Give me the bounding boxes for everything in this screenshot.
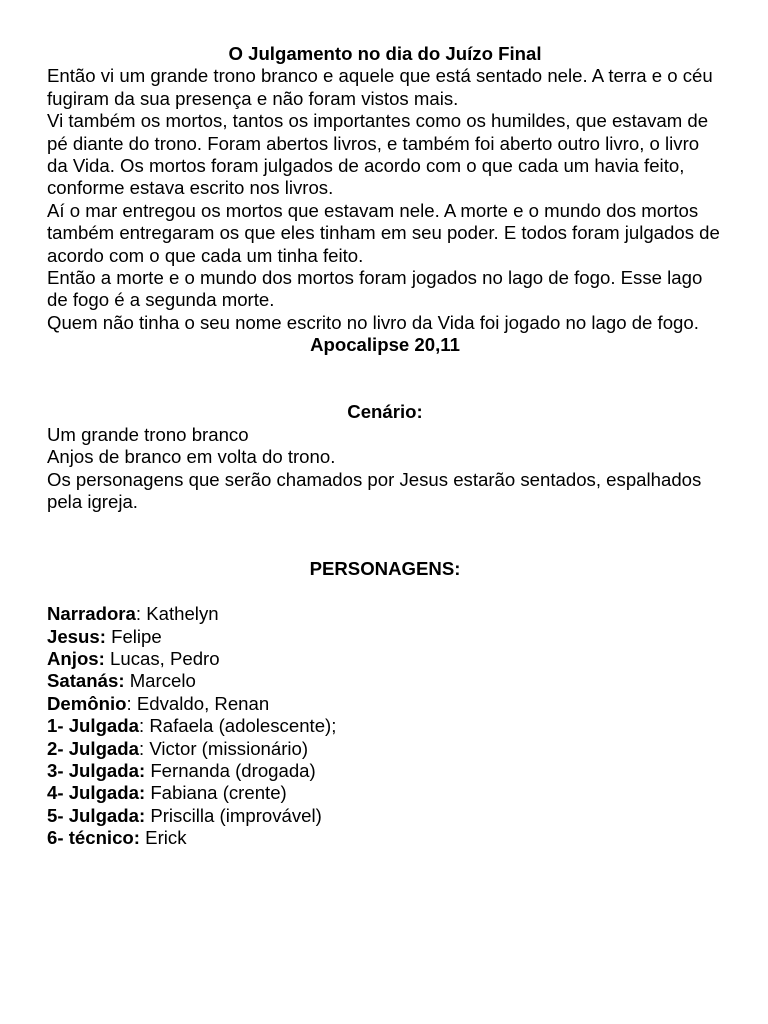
passage-paragraph-2: Vi também os mortos, tantos os importantes como os humildes, que estavam de pé diante do trono. Foram abertos livros, e também foi aberto outro livro, o livro da Vida. Os mortos foram julgados de acordo com o que cada um havia feito, conforme estava escrito nos livros. xyxy=(47,110,709,199)
character-separator: : xyxy=(126,692,137,714)
passage-paragraph-3: Aí o mar entregou os mortos que estavam nele. A morte e o mundo dos mortos também entregaram os que eles tinham em seu poder. E todos foram julgados de acordo com o que cada um tinha feito. xyxy=(47,199,720,266)
character-role: 5- Julgada: xyxy=(47,804,146,826)
spacer xyxy=(47,581,723,603)
characters-list xyxy=(47,603,723,849)
character-row xyxy=(47,603,723,625)
passage-paragraph-4: Então a morte e o mundo dos mortos foram jogados no lago de fogo. Esse lago de fogo é a segunda morte. xyxy=(47,267,703,311)
bible-reference: Apocalipse 20,11 xyxy=(310,334,460,356)
character-name: Erick xyxy=(145,827,187,849)
character-name: Rafaela (adolescente); xyxy=(149,715,337,737)
character-name: Priscilla (improvável) xyxy=(150,804,322,826)
scenario-line-1: Um grande trono branco xyxy=(47,423,249,445)
character-separator: : xyxy=(138,737,150,759)
character-separator: : xyxy=(138,715,150,737)
passage-paragraph-5: Quem não tinha o seu nome escrito no livro da Vida foi jogado no lago de fogo. xyxy=(47,311,699,333)
scenario-heading: Cenário: xyxy=(347,401,423,423)
character-name: Marcelo xyxy=(129,670,196,692)
characters-heading: PERSONAGENS: xyxy=(309,558,461,580)
character-separator: : xyxy=(135,603,147,625)
spacer xyxy=(47,514,723,559)
character-role: Satanás: xyxy=(47,670,125,692)
character-row xyxy=(47,760,723,782)
character-role: Narradora xyxy=(47,603,136,625)
character-name: Edvaldo, Renan xyxy=(136,692,270,714)
character-role: 1- Julgada xyxy=(47,715,139,737)
character-row xyxy=(47,738,723,760)
character-name: Kathelyn xyxy=(146,603,219,625)
character-row xyxy=(47,626,723,648)
character-role: Anjos: xyxy=(47,647,105,669)
character-name: Victor (missionário) xyxy=(149,737,309,759)
character-row xyxy=(47,715,723,737)
character-name: Lucas, Pedro xyxy=(110,647,220,669)
character-role: Jesus: xyxy=(47,625,106,647)
document-title: O Julgamento no dia do Juízo Final xyxy=(228,43,542,64)
character-role: Demônio xyxy=(47,692,127,714)
passage-paragraph-1: Então vi um grande trono branco e aquele que está sentado nele. A terra e o céu fugiram da sua presença e não foram vistos mais. xyxy=(47,65,713,109)
character-name: Fernanda (drogada) xyxy=(150,759,316,781)
character-role: 4- Julgada: xyxy=(47,782,146,804)
character-row xyxy=(47,670,723,692)
character-role: 2- Julgada xyxy=(47,737,139,759)
character-row xyxy=(47,648,723,670)
character-name: Fabiana (crente) xyxy=(150,782,287,804)
character-row xyxy=(47,782,723,804)
character-name: Felipe xyxy=(111,625,162,647)
character-row xyxy=(47,827,723,849)
spacer xyxy=(47,357,723,402)
character-row xyxy=(47,693,723,715)
document-page xyxy=(47,43,723,850)
scenario-line-2: Anjos de branco em volta do trono. xyxy=(47,446,336,468)
character-role: 6- técnico: xyxy=(47,827,140,849)
character-role: 3- Julgada: xyxy=(47,759,146,781)
character-row xyxy=(47,805,723,827)
scenario-line-3: Os personagens que serão chamados por Jesus estarão sentados, espalhados pela igreja. xyxy=(47,468,702,513)
